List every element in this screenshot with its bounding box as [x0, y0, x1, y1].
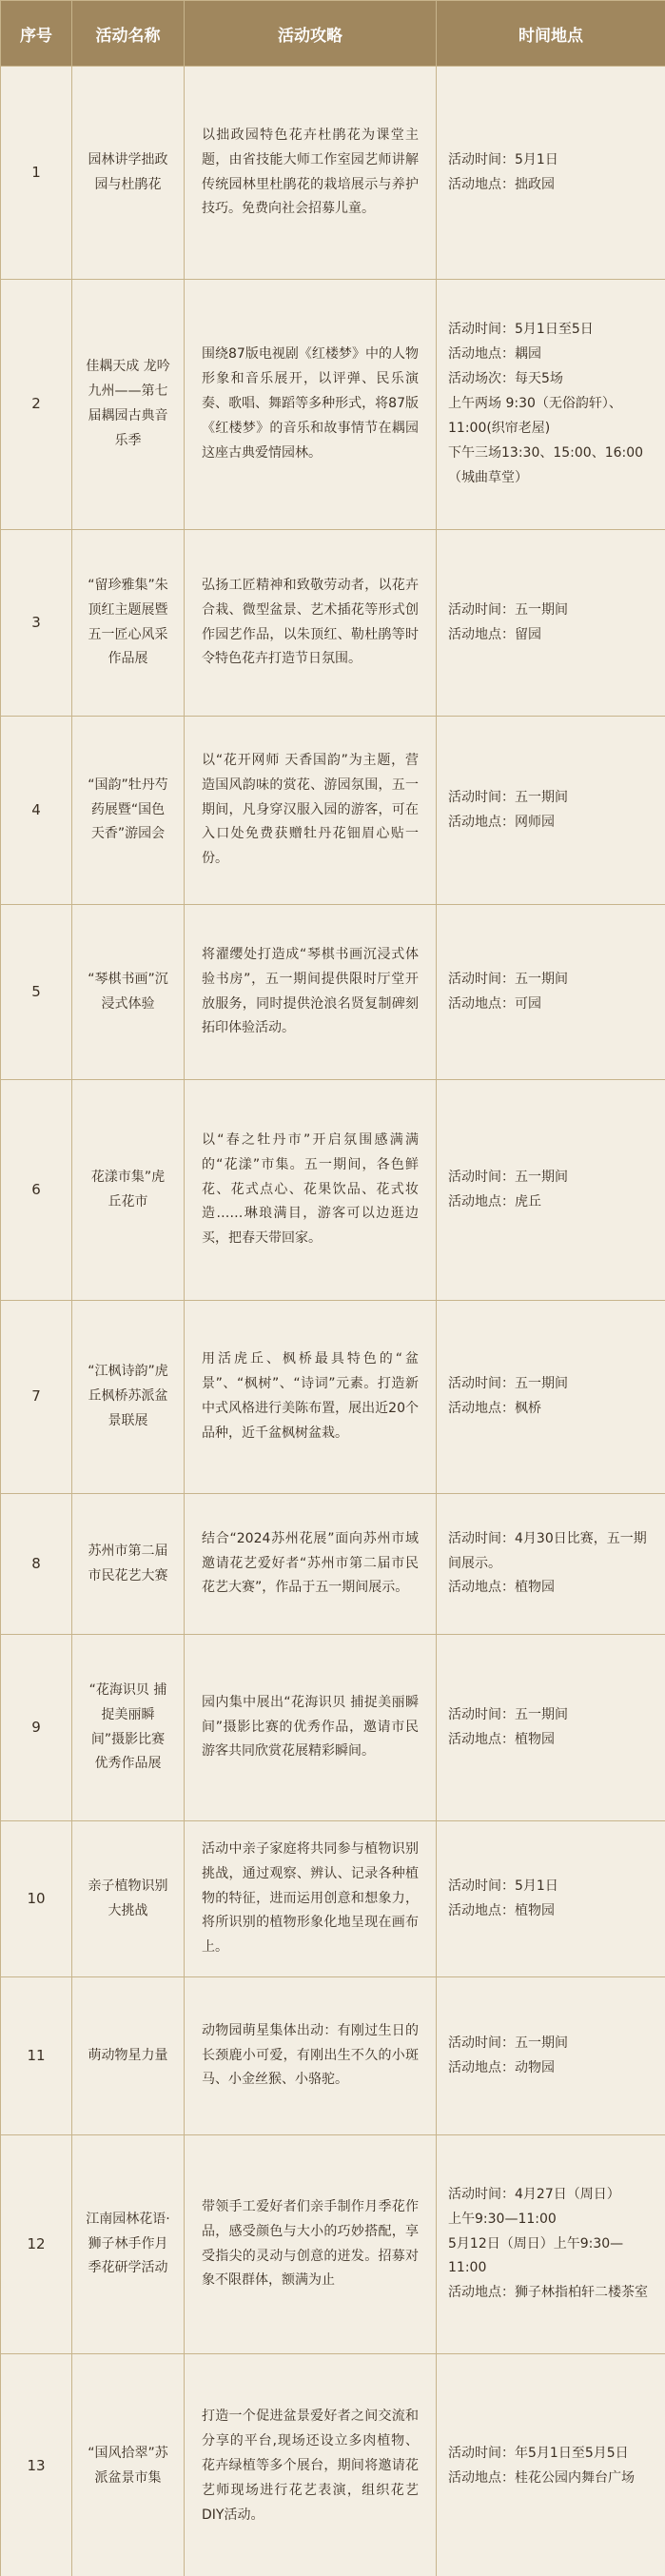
- time-line: 活动时间：5月1日: [448, 1878, 558, 1894]
- time-line: 活动时间：4月30日比赛，五一期间展示。: [448, 1530, 647, 1571]
- row-index: 5: [1, 905, 72, 1080]
- time-place: [437, 905, 665, 1080]
- table-row: [1, 717, 665, 905]
- table-row: [1, 1635, 665, 1821]
- activity-guide: 活动中亲子家庭将共同参与植物识别挑战，通过观察、辨认、记录各种植物的特征，进而运用创意和想象力，将所识别的植物形象化地呈现在画布上。: [185, 1821, 437, 1977]
- activity-name: 江南园林花语·狮子林手作月季花研学活动: [72, 2135, 185, 2354]
- time-line: 活动时间：五一期间: [448, 1169, 568, 1185]
- table-body: [1, 67, 665, 2576]
- activity-name: 佳耦天成 龙吟九州——第七届耦园古典音乐季: [72, 280, 185, 530]
- activity-guide: 以拙政园特色花卉杜鹃花为课堂主题，由省技能大师工作室园艺师讲解传统园林里杜鹃花的栽培展示与养护技巧。免费向社会招募儿童。: [185, 67, 437, 280]
- time-place: [437, 1977, 665, 2135]
- time-line: 活动时间：年5月1日至5月5日: [448, 2446, 629, 2462]
- row-index: 7: [1, 1301, 72, 1494]
- time-place: [437, 717, 665, 905]
- activity-name: 园林讲学拙政园与杜鹃花: [72, 67, 185, 280]
- row-index: 1: [1, 67, 72, 280]
- table-row: [1, 1977, 665, 2135]
- place-line: 活动地点：植物园: [448, 1902, 555, 1918]
- row-index: 12: [1, 2135, 72, 2354]
- time-place: [437, 67, 665, 280]
- place-line: 活动地点：枫桥: [448, 1401, 541, 1416]
- header-guide: 活动攻略: [185, 1, 437, 67]
- time-place: [437, 280, 665, 530]
- time-line: 5月12日（周日）上午9:30—11:00: [448, 2235, 624, 2276]
- table-row: [1, 530, 665, 717]
- table-row: [1, 1821, 665, 1977]
- time-place: [437, 2135, 665, 2354]
- activity-guide: 围绕87版电视剧《红楼梦》中的人物形象和音乐展开，以评弹、民乐演奏、歌唱、舞蹈等多种形式，将87版《红楼梦》的音乐和故事情节在耦园这座古典爱情园林。: [185, 280, 437, 530]
- table-row: [1, 67, 665, 280]
- place-line: 活动地点：植物园: [448, 1731, 555, 1747]
- row-index: 10: [1, 1821, 72, 1977]
- afternoon-sessions: 下午三场13:30、15:00、16:00（城曲草堂）: [448, 444, 644, 485]
- activity-name: 亲子植物识别大挑战: [72, 1821, 185, 1977]
- activity-name: “留珍雅集”朱顶红主题展暨五一匠心风采作品展: [72, 530, 185, 717]
- row-index: 3: [1, 530, 72, 717]
- place-line: 活动地点：植物园: [448, 1580, 555, 1596]
- place-line: 活动地点：虎丘: [448, 1193, 541, 1209]
- table-row: [1, 1301, 665, 1494]
- activity-name: “琴棋书画”沉浸式体验: [72, 905, 185, 1080]
- header-time-place: 时间地点: [437, 1, 665, 67]
- time-line: 活动时间：五一期间: [448, 789, 568, 805]
- row-index: 4: [1, 717, 72, 905]
- row-index: 8: [1, 1494, 72, 1635]
- activity-guide: 打造一个促进盆景爱好者之间交流和分享的平台,现场还设立多肉植物、花卉绿植等多个展台，期间将邀请花艺师现场进行花艺表演，组织花艺DIY活动。: [185, 2354, 437, 2576]
- header-name: 活动名称: [72, 1, 185, 67]
- time-line: 活动时间：5月1日: [448, 151, 558, 167]
- activity-name: 苏州市第二届市民花艺大赛: [72, 1494, 185, 1635]
- table-row: [1, 2354, 665, 2576]
- activity-guide: 以“花开网师 天香国韵”为主题，营造国风韵味的赏花、游园氛围，五一期间，凡身穿汉服入园的游客，可在入口处免费获赠牡丹花钿眉心贴一份。: [185, 717, 437, 905]
- time-place: [437, 2354, 665, 2576]
- place-line: 活动地点：网师园: [448, 814, 555, 830]
- time-place: [437, 1821, 665, 1977]
- place-line: 活动地点：耦园: [448, 346, 541, 363]
- time-place: [437, 530, 665, 717]
- session-line: 活动场次：每天5场: [448, 371, 563, 387]
- time-line: 活动时间：5月1日至5日: [448, 322, 594, 338]
- activity-name: “江枫诗韵”虎丘枫桥苏派盆景联展: [72, 1301, 185, 1494]
- time-line: 上午9:30—11:00: [448, 2211, 557, 2227]
- activity-guide: 弘扬工匠精神和致敬劳动者，以花卉合栽、微型盆景、艺术插花等形式创作园艺作品，以朱顶红、勒杜鹃等时令特色花卉打造节日氛围。: [185, 530, 437, 717]
- activity-name: 花漾市集”虎丘花市: [72, 1080, 185, 1301]
- time-line: 活动时间：五一期间: [448, 2035, 568, 2051]
- table-row: [1, 1080, 665, 1301]
- place-line: 活动地点：动物园: [448, 2059, 555, 2075]
- table-row: [1, 905, 665, 1080]
- row-index: 13: [1, 2354, 72, 2576]
- place-line: 活动地点：桂花公园内舞台广场: [448, 2470, 635, 2486]
- time-line: 活动时间：五一期间: [448, 1706, 568, 1722]
- activity-name: “国韵”牡丹芍药展暨“国色天香”游园会: [72, 717, 185, 905]
- time-line: 活动时间：五一期间: [448, 971, 568, 987]
- activity-guide: 将濯缨处打造成“琴棋书画沉浸式体验书房”，五一期间提供限时厅堂开放服务，同时提供沧浪名贤复制碑刻拓印体验活动。: [185, 905, 437, 1080]
- header-row: [1, 1, 665, 67]
- activity-guide: 园内集中展出“花海识贝 捕捉美丽瞬间”摄影比赛的优秀作品，邀请市民游客共同欣赏花展精彩瞬间。: [185, 1635, 437, 1821]
- table-row: [1, 280, 665, 530]
- row-index: 2: [1, 280, 72, 530]
- row-index: 9: [1, 1635, 72, 1821]
- row-index: 6: [1, 1080, 72, 1301]
- activity-name: “花海识贝 捕捉美丽瞬间”摄影比赛优秀作品展: [72, 1635, 185, 1821]
- morning-sessions: 上午两场 9:30（无俗韵轩）、11:00(织帘老屋): [448, 396, 622, 436]
- place-line: 活动地点：留园: [448, 626, 541, 642]
- place-line: 活动地点：狮子林指柏轩二楼茶室: [448, 2285, 648, 2301]
- activity-guide: 以“春之牡丹市”开启氛围感满满的“花漾”市集。五一期间，各色鲜花、花式点心、花果饮品、花式妆造……琳琅满目，游客可以边逛边买，把春天带回家。: [185, 1080, 437, 1301]
- activity-name: “国风拾翠”苏派盆景市集: [72, 2354, 185, 2576]
- row-index: 11: [1, 1977, 72, 2135]
- place-line: 活动地点：可园: [448, 995, 541, 1012]
- time-line: 活动时间：4月27日（周日）: [448, 2186, 620, 2202]
- activity-guide: 结合“2024苏州花展”面向苏州市域邀请花艺爱好者“苏州市第二届市民花艺大赛”，作品于五一期间展示。: [185, 1494, 437, 1635]
- time-line: 活动时间：五一期间: [448, 601, 568, 618]
- activity-guide: 带领手工爱好者们亲手制作月季花作品，感受颜色与大小的巧妙搭配，享受指尖的灵动与创意的迸发。招募对象不限群体，额满为止: [185, 2135, 437, 2354]
- activity-guide: 用活虎丘、枫桥最具特色的“盆景”、“枫树”、“诗词”元素。打造新中式风格进行美陈布置，展出近20个品种，近千盆枫树盆栽。: [185, 1301, 437, 1494]
- time-place: [437, 1635, 665, 1821]
- time-place: [437, 1301, 665, 1494]
- time-place: [437, 1080, 665, 1301]
- place-line: 活动地点：拙政园: [448, 176, 555, 192]
- time-place: [437, 1494, 665, 1635]
- table-row: [1, 1494, 665, 1635]
- time-line: 活动时间：五一期间: [448, 1376, 568, 1392]
- activity-name: 萌动物星力量: [72, 1977, 185, 2135]
- activity-guide: 动物园萌星集体出动：有刚过生日的长颈鹿小可爱，有刚出生不久的小斑马、小金丝猴、小骆驼。: [185, 1977, 437, 2135]
- table-row: [1, 2135, 665, 2354]
- table-header: [1, 1, 665, 67]
- header-index: 序号: [1, 1, 72, 67]
